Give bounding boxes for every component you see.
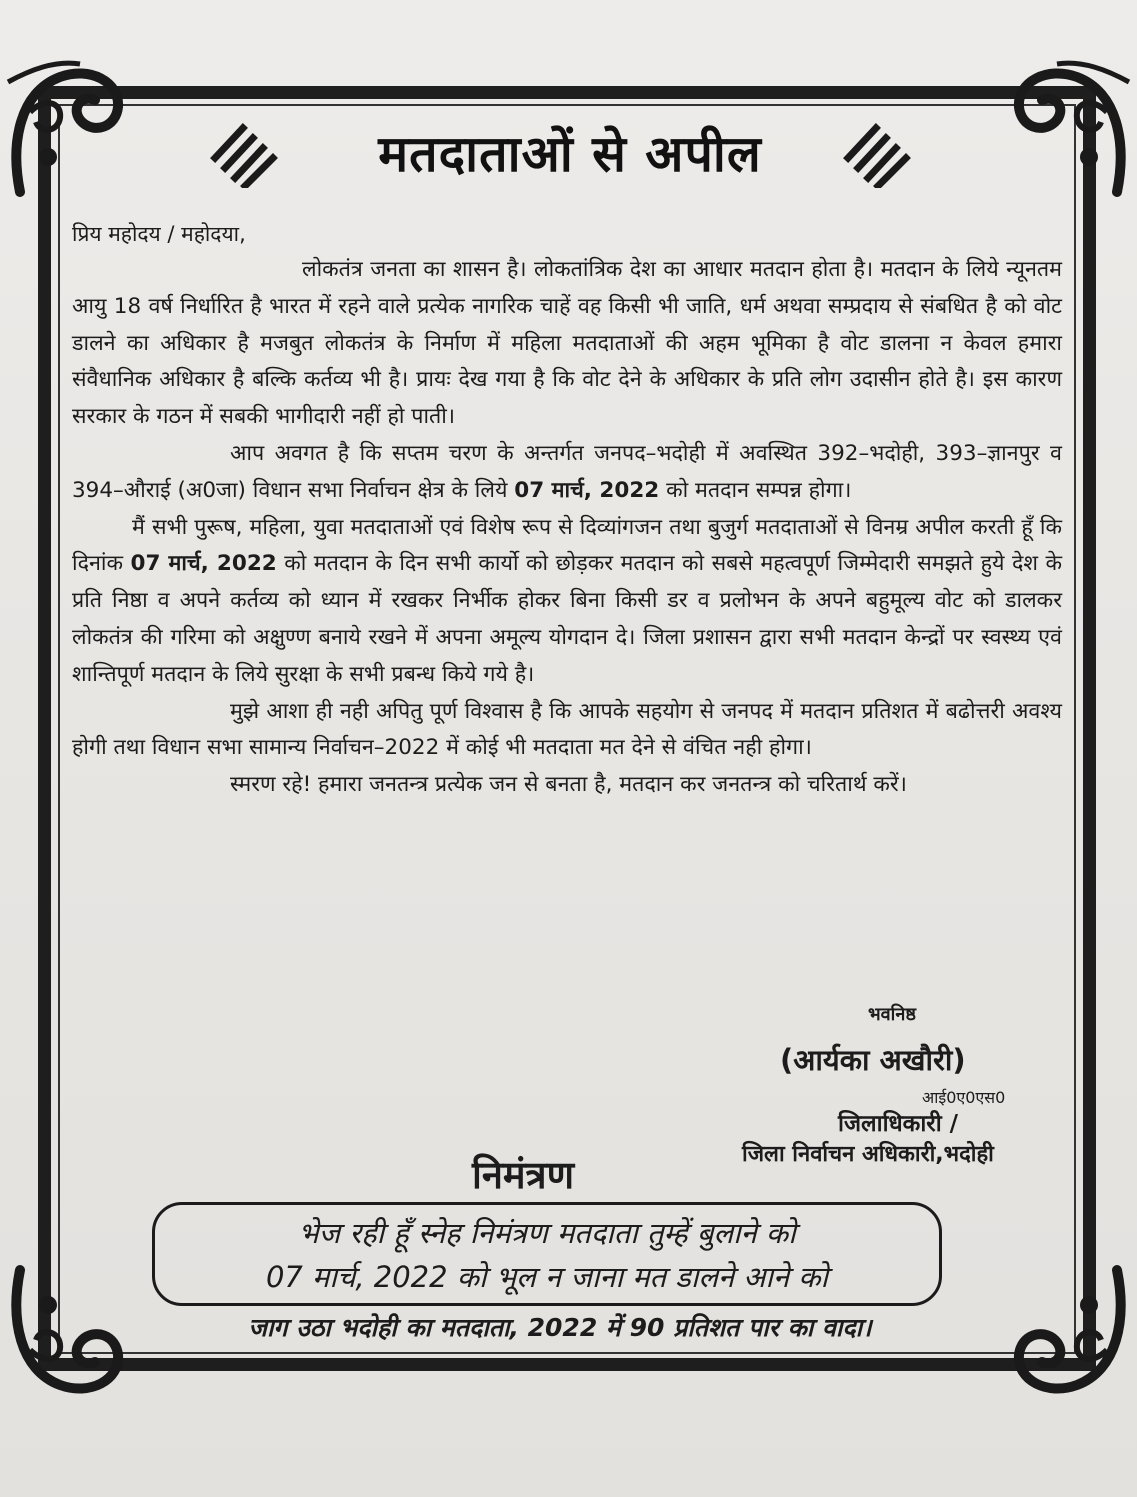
election-logo-icon bbox=[838, 118, 918, 188]
signatory-designation-2: जिला निर्वाचन अधिकारी,भदोही bbox=[742, 1142, 994, 1167]
invitation-box bbox=[152, 1202, 942, 1306]
paragraph-3-text: मैं सभी पुरूष, महिला, युवा मतदाताओं एवं विशेष रूप से दिव्यांगजन तथा बुजुर्ग मतदाताओं से विनम्र अपील करती हूँ कि दिनांक bbox=[72, 514, 1062, 577]
poll-date: 07 मार्च, 2022 bbox=[130, 551, 277, 577]
signatory-designation: जिलाधिकारी / bbox=[838, 1111, 959, 1137]
slogan: जाग उठा भदोही का मतदाता, 2022 में 90 प्रतिशत पार का वादा। bbox=[248, 1313, 872, 1342]
paragraph-1: लोकतंत्र जनता का शासन है। लोकतांत्रिक देश का आधार मतदान होता है। मतदान के लिये न्यूनतम आयु 18 वर्ष निर्धारित है भारत में रहने वाले प्रत्येक नागरिक चाहें वह किसी भी जाति, धर्म अथवा सम्प्रदाय से संबधित है को वोट डालने का अधिकार है मजबुत लोकतंत्र के निर्माण में महिला मतदाताओं की अहम भूमिका है वोट डालना न केवल हमारा संवैधानिक अधिकार है बल्कि कर्तव्य भी है। प्रायः देख गया है कि वोट देने के अधिकार के प्रति लोग उदासीन होते है। इस कारण सरकार के गठन में सबकी भागीदारी नहीं हो पाती। bbox=[72, 257, 1062, 430]
invitation-line-1: भेज रही हूँ स्नेह निमंत्रण मतदाता तुम्हें बुलाने को bbox=[298, 1216, 796, 1250]
invitation-line-2: 07 मार्च, 2022 को भूल न जाना मत डालने आने को bbox=[265, 1260, 829, 1294]
corner-ornament-icon bbox=[0, 52, 150, 202]
signature-closing: भवनिष्ठ bbox=[868, 1004, 916, 1025]
paragraph-5: स्मरण रहे! हमारा जनतन्त्र प्रत्येक जन से बनता है, मतदान कर जनतन्त्र को चरितार्थ करें। bbox=[230, 772, 907, 798]
salutation: प्रिय महोदय / महोदया, bbox=[72, 222, 246, 246]
page-title: मतदाताओं से अपील bbox=[378, 125, 762, 183]
paragraph-3-text-end: को मतदान के दिन सभी कार्यो को छोड़कर मतदान को सबसे महत्वपूर्ण जिम्मेदारी समझते हुये देश के प्रति निष्ठा व अपने कर्तव्य को ध्यान में रखकर निर्भीक होकर बिना किसी डर व प्रलोभन के अपने बहुमूल्य वोट को डालकर लोकतंत्र की गरिमा को अक्षुण्ण बनाये रखने में अपना अमूल्य योगदान दे। जिला प्रशासन द्वारा सभी मतदान केन्द्रों पर स्वस्थ्य एवं शान्तिपूर्ण मतदान के लिये सुरक्षा के सभी प्रबन्ध किये गये है। bbox=[72, 551, 1062, 687]
paragraph-3 bbox=[72, 510, 1062, 694]
poll-date: 07 मार्च, 2022 bbox=[514, 477, 660, 503]
corner-ornament-icon bbox=[987, 1260, 1137, 1410]
paragraph-2 bbox=[72, 436, 1062, 510]
election-logo-icon bbox=[205, 118, 285, 188]
paragraph-2-text: आप अवगत है कि सप्तम चरण के अन्तर्गत जनपद–भदोही में अवस्थित 392–भदोही, 393–ज्ञानपुर व 394–औराई (अ0जा) विधान सभा निर्वाचन क्षेत्र के लिये bbox=[72, 440, 1062, 503]
paragraph-2-text-end: को मतदान सम्पन्न होगा। bbox=[666, 477, 852, 503]
invitation-title: निमंत्रण bbox=[472, 1153, 575, 1197]
corner-ornament-icon bbox=[0, 1260, 150, 1410]
signatory-service: आई0ए0एस0 bbox=[922, 1088, 1006, 1107]
signatory-name: (आर्यका अखौरी) bbox=[780, 1043, 966, 1077]
corner-ornament-icon bbox=[987, 52, 1137, 202]
paragraph-4: मुझे आशा ही नही अपितु पूर्ण विश्वास है कि आपके सहयोग से जनपद में मतदान प्रतिशत में बढोत्तरी अवश्य होगी तथा विधान सभा सामान्य निर्वाचन–2022 में कोई भी मतदाता मत देने से वंचित नही होगा। bbox=[72, 698, 1062, 761]
letter-body bbox=[72, 252, 1062, 804]
